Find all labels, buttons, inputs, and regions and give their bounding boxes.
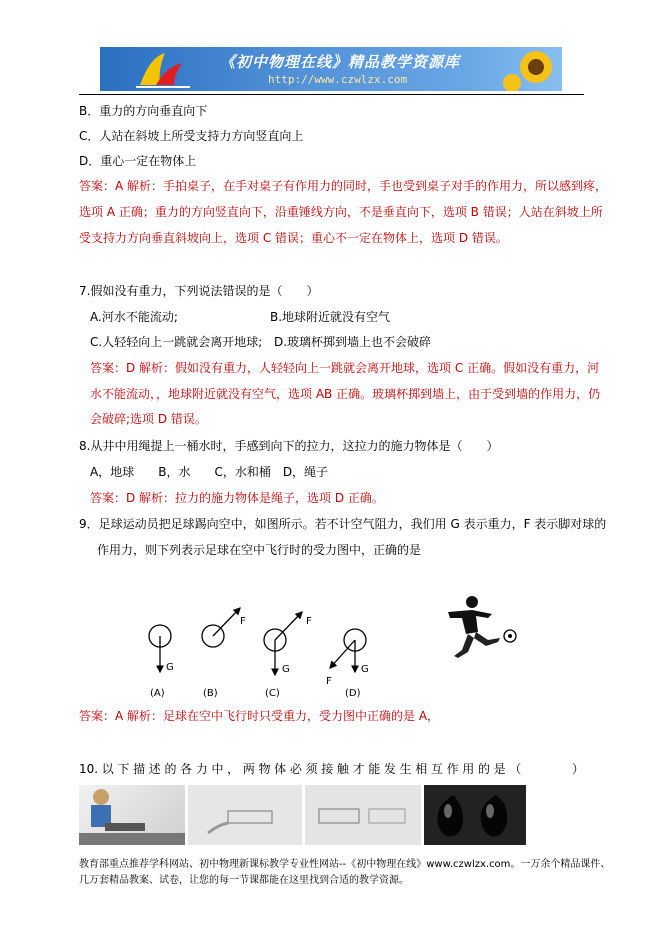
q9-stem-line-2: 作用力，则下列表示足球在空中飞行时的受力图中，正确的是 xyxy=(97,543,422,557)
diagram-c-g-label: G xyxy=(282,664,290,675)
q6-option-d: D．重心一定在物体上 xyxy=(79,154,197,168)
diagram-c xyxy=(264,612,312,699)
q8-options: A，地球 B，水 C，水和桶 D，绳子 xyxy=(90,465,329,479)
q7-option-c: C.人轻轻向上一跳就会离开地球; xyxy=(90,335,263,349)
diagram-a-label: (A) xyxy=(150,688,165,699)
q7-option-b: B.地球附近就没有空气 xyxy=(270,310,391,324)
q7-stem: 7.假如没有重力，下列说法错误的是（ ） xyxy=(79,284,319,298)
q7-option-d: D.玻璃杯掷到墙上也不会破碎 xyxy=(274,335,432,349)
sunflower-icon xyxy=(502,47,562,91)
q9-force-diagrams xyxy=(140,600,380,705)
diagram-a xyxy=(149,625,174,699)
q9-answer: 答案：A 解析：足球在空中飞行时只受重力，受力图中正确的是 A， xyxy=(79,709,440,723)
footer-line-1: 教育部重点推荐学科网站、初中物理新课标教学专业性网站--《初中物理在线》www.czwlzx.com。一万余个精品课件、 xyxy=(79,859,611,870)
q7-option-a: A.河水不能流动; xyxy=(90,310,178,324)
diagram-a-g-label: G xyxy=(166,662,174,673)
soccer-player-illustration xyxy=(432,594,522,662)
diagram-b-f-label: F xyxy=(240,616,246,627)
q10-image-2 xyxy=(188,785,302,845)
diagram-d-f-label: F xyxy=(326,676,332,687)
q6-option-c: C．人站在斜坡上所受支持力方向竖直向上 xyxy=(79,129,304,143)
site-logo-icon xyxy=(130,47,200,91)
footer-line-2: 几万套精品教案、试卷，让您的每一节课都能在这里找到合适的教学资源。 xyxy=(79,875,409,886)
q10-image-1 xyxy=(79,785,185,845)
diagram-c-f-label: F xyxy=(306,616,312,627)
balloons-icon xyxy=(424,785,526,845)
q9-stem-line-1: 9．足球运动员把足球踢向空中，如图所示。若不计空气阻力，我们用 G 表示重力，F 表示脚对球的 xyxy=(79,517,607,531)
q7-answer-line-3: 会破碎;选项 D 错误。 xyxy=(90,412,207,426)
diagram-d-g-label: G xyxy=(361,664,369,675)
magnet-icon xyxy=(188,785,302,845)
magnet-pair-icon xyxy=(305,785,421,845)
q6-answer-line-1: 答案：A 解析：手拍桌子，在手对桌子有作用力的同时，手也受到桌子对手的作用力，所以感到疼， xyxy=(79,179,608,193)
header-rule xyxy=(79,94,584,95)
q8-stem: 8.从井中用绳提上一桶水时，手感到向下的拉力，这拉力的施力物体是（ ） xyxy=(79,439,499,453)
diagram-c-label: (C) xyxy=(265,688,280,699)
boy-pushing-icon xyxy=(79,785,185,845)
q8-answer: 答案：D 解析：拉力的施力物体是绳子，选项 D 正确。 xyxy=(90,491,384,505)
q10-image-3 xyxy=(305,785,421,845)
banner-title: 《初中物理在线》精品教学资源库 xyxy=(220,53,461,71)
q10-stem: 10.以下描述的各力中，两物体必须接触才能发生相互作用的是（ ） xyxy=(79,762,584,776)
q7-answer-line-1: 答案：D 解析：假如没有重力，人轻轻向上一跳就会离开地球，选项 C 正确。假如没有重力，河 xyxy=(90,361,600,375)
q7-answer-line-2: 水不能流动，，地球附近就没有空气，选项 AB 正确。玻璃杯掷到墙上，由于受到墙的作用力，仍 xyxy=(90,387,601,401)
diagram-b xyxy=(202,608,246,699)
q6-answer-line-2: 选项 A 正确；重力的方向竖直向下，沿重锤线方向，不是垂直向下，选项 B 错误；人站在斜坡上所 xyxy=(79,205,603,219)
diagram-d-label: (D) xyxy=(345,688,361,699)
banner-url[interactable]: http://www.czwlzx.com xyxy=(268,73,408,86)
q10-image-4 xyxy=(424,785,526,845)
diagram-d xyxy=(326,629,369,699)
q6-answer-line-3: 受支持力方向垂直斜坡向上，选项 C 错误；重心不一定在物体上，选项 D 错误。 xyxy=(79,231,508,245)
q6-option-b: B．重力的方向垂直向下 xyxy=(79,104,208,118)
diagram-b-label: (B) xyxy=(203,688,218,699)
site-banner xyxy=(100,47,562,91)
